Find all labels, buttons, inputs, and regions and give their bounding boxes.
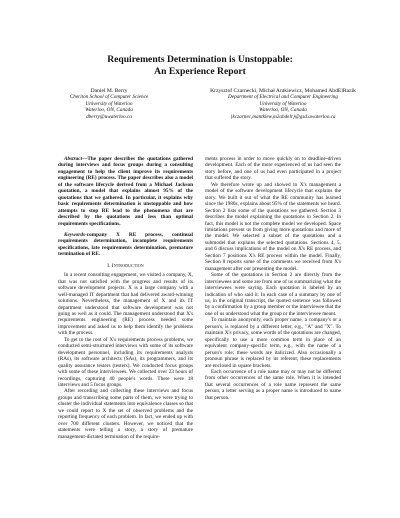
- body-paragraph: We therefore wrote up and showed to X's management a model of the software development lifecycle that explains the story. We built it out of what the RE community has learned since the 1980s, explains about 95% of the statements we heard. Section 2 lists some of the quotations we gathered. Section 3 describes the model explaining the quotations in Section 2. In fact, this model is not the complete model we developed. Space limitations prevent us from giving more quotations and more of the model. We selected a subset of the quotations and a submodel that explains the selected quotations. Sections 4, 5, and 6 discuss implications of the model on X's RE process, and Section 7 positions X's RE process within the model. Finally, Section 8 reports some of the comments we received from X's management after our presenting the model.: [205, 181, 341, 272]
- right-column: [205, 156, 341, 401]
- left-column: [58, 156, 193, 440]
- title-line-1: Requirements Determination is Unstoppable:: [107, 54, 293, 65]
- keywords: [58, 232, 193, 258]
- keywords-text: -company X RE process, continual requirements determination, incomplete requirements specifications, late requirements determination, premature termination of RE.: [58, 231, 193, 258]
- author-name: Krzysztof Czarnecki, Michał Antkiewicz, Mohamed AbdElRazik: [210, 88, 356, 94]
- body-paragraph: ments process in order to move quickly on to deadline-driven development. Each of the more experienced of us had seen the story before, and one of us had even participated in a project that suffered the story.: [205, 156, 341, 182]
- keywords-label: Keywords: [64, 231, 85, 238]
- author-affiliation: Waterloo, ON, Canada: [259, 107, 307, 114]
- author-1: [44, 88, 174, 120]
- author-affiliation: University of Waterloo: [85, 100, 133, 107]
- author-affiliation: Cheriton School of Computer Science: [69, 94, 149, 101]
- body-paragraph: To maintain anonymity, each proper name, a company's or a person's, is replaced by a different letter, e.g., "A" and "X". To maintain X's privacy, some words of the quotations are changed, specifically to use a more common term in place of an equivalent company-specific term, e.g., with the name of a person's role; these words are italicized. Also occasionally a pronoun phrase is replaced by its referent; these replacements are enclosed in square brackets.: [205, 317, 341, 369]
- author-affiliation: Waterloo, ON, Canada: [85, 107, 133, 114]
- author-name: Daniel M. Berry: [90, 88, 128, 94]
- body-paragraph: After recording and collecting these interviews and focus groups and transcribing some parts of them, we were trying to cluster the individual statements into equivalence classes so that we could report to X the set of observed problems and the reporting frequency of each problem. In fact, we ended up with over 700 different clusters. However, we noticed that the statements were telling a story, a story of premature management-dictated termination of the require-: [58, 388, 193, 440]
- abstract: [58, 156, 193, 227]
- body-paragraph: Some of the quotations in Section 2 are directly from the interviewees and some are from one of us summarizing what the interviewees were saying. Each quotation is labeled by an indication of who said it. In each case of a summary by one of us, in the original transcript, the quoted sentence was followed by a confirmation by a group member or the interviewee that the one of us understood what the group or the interviewee meant.: [205, 272, 341, 317]
- author-email: dberry@uwaterloo.ca: [86, 113, 132, 120]
- author-email: {kczarnec,mantkiew,m2abdelr}@gsd.uwaterloo.ca: [230, 113, 336, 120]
- title-line-2: An Experience Report: [154, 66, 246, 77]
- paper-title: [0, 54, 400, 78]
- section-heading: I. Introduction: [107, 262, 144, 269]
- author-affiliation: Department of Electrical and Computer Engineering: [228, 94, 338, 101]
- author-affiliation: University of Waterloo: [259, 100, 307, 107]
- body-paragraph: To get to the root of X's requirements process problems, we conducted semi-structured interviews with some of its software development personnel, including its requirements analysts (RAs), its software architects (SAs), its programmers, and its quality assurance testers (testers). We conducted focus groups with some of these interviewees. We collected over 23 hours of recordings, capturing 40 people's words. There were 18 interviews and 5 focus groups.: [58, 336, 193, 388]
- abstract-text: —The paper describes the quotations gathered during interviews and focus groups during a consulting engagement to help the client improve its requirements engineering (RE) process. The paper describes also a model of the software lifecycle derived from a Michael Jackson quotation, a model that explains almost 95% of the quotations that we gathered. In particular, it explains why basic requirements determination is unstoppable and how attempts to stop RE lead to the phenomena that are described by the quotations and less than optimal requirements specifications.: [58, 156, 193, 227]
- author-2: [170, 88, 396, 120]
- body-paragraph: Each occurrence of a role name may or may not be different from other occurrences of the same role. When it is intended that several occurrences of a role name represent the same person, a letter serving as a proper name is introduced to name that person.: [205, 368, 341, 401]
- body-paragraph: In a recent consulting engagement, we visited a company, X, that was not satisfied with the progress and results of its software development projects. X is a large company with a well-managed IT department that had delivered award-winning solutions. Nevertheless, the management of X and its IT department understood that software development was not going as well as it could. The management understood that X's requirements engineering (RE) process needed some improvement and asked us to help them identify the problems with the process.: [58, 272, 193, 337]
- abstract-label: Abstract: [64, 156, 83, 162]
